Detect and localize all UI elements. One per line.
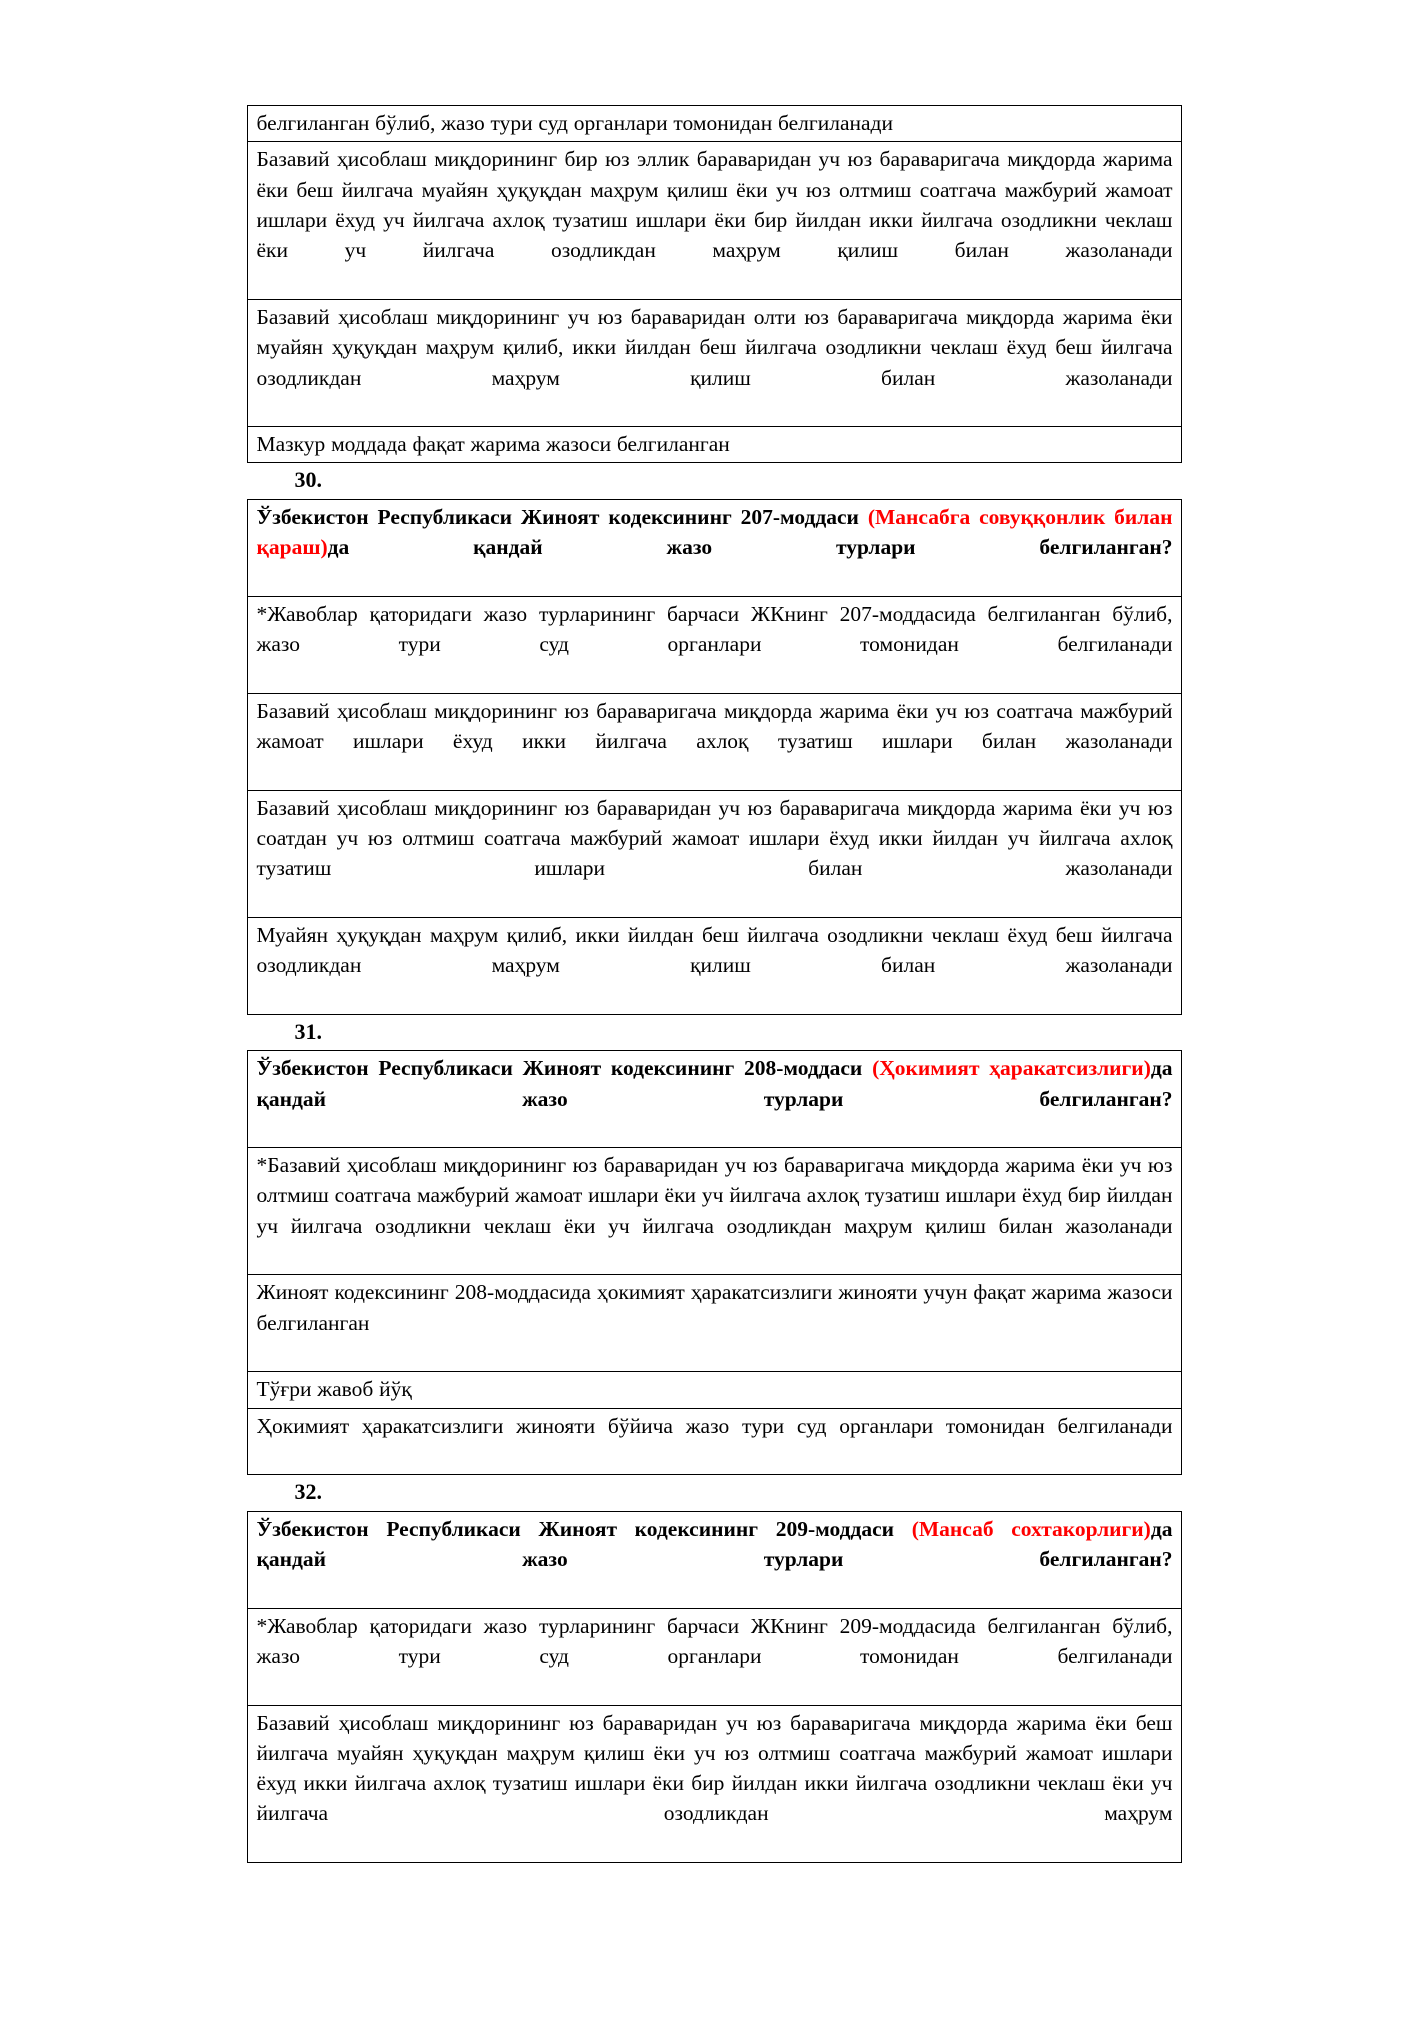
table-row xyxy=(247,142,1181,300)
question-header xyxy=(247,1051,1181,1148)
option-text: Базавий ҳисоблаш миқдорининг юз бараваригача миқдорда жарима ёки уч юз соатгача мажбурий жамоат ишлари ёхуд икки йилгача ахлоқ тузатиш ишлари билан жазоланади xyxy=(247,693,1181,790)
option-text: *Жавоблар қаторидаги жазо турларининг барчаси ЖКнинг 209-моддасида белгиланган бўлиб, жазо тури суд органлари томонидан белгиланади xyxy=(247,1608,1181,1705)
table-row xyxy=(247,917,1181,1014)
option-text: Жиноят кодексининг 208-моддасида ҳокимият ҳаракатсизлиги жинояти учун фақат жарима жазоси белгиланган xyxy=(247,1275,1181,1372)
question-suffix: да қандай жазо турлари белгиланган? xyxy=(327,535,1173,560)
option-text: Муайян ҳуқуқдан маҳрум қилиб, икки йилдан беш йилгача озодликни чеклаш ёхуд беш йилгача озодликдан маҳрум қилиш билан жазоланади xyxy=(247,917,1181,1014)
table-row xyxy=(247,299,1181,426)
question-prefix: Ўзбекистон Республикаси Жиноят кодексининг 208-моддаси xyxy=(256,1056,873,1081)
option-text: *Базавий ҳисоблаш миқдорининг юз бараваридан уч юз бараваригача миқдорда жарима ёки уч юз олтмиш соатгача мажбурий жамоат ишлари ёки уч йилгача ахлоқ тузатиш ишлари ёхуд бир йилдан уч йилгача озодликни чеклаш ёки уч йилгача озодликдан маҳрум қилиш билан жазоланади xyxy=(247,1148,1181,1275)
question-red-term: (Мансабга совуққонлик билан қараш) xyxy=(256,504,1173,560)
table-row xyxy=(247,1275,1181,1372)
question-table-32 xyxy=(247,1511,1182,1863)
table-row xyxy=(247,1051,1181,1148)
option-text: Мазкур моддада фақат жарима жазоси белгиланган xyxy=(247,427,1181,463)
question-number-31: 31. xyxy=(294,1018,322,1044)
table-row xyxy=(247,1511,1181,1608)
table-row xyxy=(247,1148,1181,1275)
question-prefix: Ўзбекистон Республикаси Жиноят кодексининг 209-моддаси xyxy=(256,1516,912,1541)
option-text: *Жавоблар қаторидаги жазо турларининг барчаси ЖКнинг 207-моддасида белгиланган бўлиб, жазо тури суд органлари томонидан белгиланади xyxy=(247,596,1181,693)
table-row xyxy=(247,1608,1181,1705)
page-content xyxy=(247,105,1182,1863)
carryover-table xyxy=(247,105,1182,463)
option-text: Базавий ҳисоблаш миқдорининг бир юз эллик бараваридан уч юз бараваригача миқдорда жарима ёки беш йилгача муайян ҳуқуқдан маҳрум қилиш ёки уч юз олтмиш соатгача мажбурий жамоат ишлари ёхуд уч йилгача ахлоқ тузатиш ишлари ёки бир йилдан икки йилгача озодликни чеклаш ёки уч йилгача озодликдан маҳрум қилиш билан жазоланади xyxy=(247,142,1181,300)
table-row xyxy=(247,106,1181,142)
option-text: Базавий ҳисоблаш миқдорининг уч юз бараваридан олти юз бараваригача миқдорда жарима ёки муайян ҳуқуқдан маҳрум қилиб, икки йилдан беш йилгача озодликни чеклаш ёхуд беш йилгача озодликдан маҳрум қилиш билан жазоланади xyxy=(247,299,1181,426)
question-header xyxy=(247,1511,1181,1608)
question-table-30 xyxy=(247,499,1182,1015)
question-number-30: 30. xyxy=(294,467,322,493)
question-table-31 xyxy=(247,1050,1182,1475)
question-red-term: (Ҳокимият ҳаракатсизлиги) xyxy=(872,1056,1151,1081)
table-row xyxy=(247,596,1181,693)
question-header xyxy=(247,499,1181,596)
option-text: Тўғри жавоб йўқ xyxy=(247,1372,1181,1408)
table-row xyxy=(247,693,1181,790)
question-red-term: (Мансаб сохтакорлиги) xyxy=(911,1516,1151,1541)
table-row xyxy=(247,499,1181,596)
question-suffix: да қандай жазо турлари белгиланган? xyxy=(256,1056,1173,1111)
option-text: Базавий ҳисоблаш миқдорининг юз бараваридан уч юз бараваригача миқдорда жарима ёки уч юз соатдан уч юз олтмиш соатгача мажбурий жамоат ишлари ёхуд икки йилдан уч йилгача ахлоқ тузатиш ишлари билан жазоланади xyxy=(247,790,1181,917)
option-text: Ҳокимият ҳаракатсизлиги жинояти бўйича жазо тури суд органлари томонидан белгиланади xyxy=(247,1408,1181,1475)
table-row xyxy=(247,1372,1181,1408)
question-number-32: 32. xyxy=(294,1479,322,1505)
table-row xyxy=(247,790,1181,917)
carryover-line: белгиланган бўлиб, жазо тури суд органлари томонидан белгиланади xyxy=(247,106,1181,142)
table-row xyxy=(247,427,1181,463)
question-suffix: да қандай жазо турлари белгиланган? xyxy=(256,1516,1173,1571)
question-prefix: Ўзбекистон Республикаси Жиноят кодексининг 207-моддаси xyxy=(256,504,868,529)
option-text: Базавий ҳисоблаш миқдорининг юз бараваридан уч юз бараваригача миқдорда жарима ёки беш йилгача муайян ҳуқуқдан маҳрум қилиш ёки уч юз олтмиш соатгача мажбурий жамоат ишлари ёхуд икки йилгача ахлоқ тузатиш ишлари ёки бир йилдан икки йилгача озодликни чеклаш ёки уч йилгача озодликдан маҳрум xyxy=(247,1705,1181,1863)
table-row xyxy=(247,1705,1181,1863)
table-row xyxy=(247,1408,1181,1475)
